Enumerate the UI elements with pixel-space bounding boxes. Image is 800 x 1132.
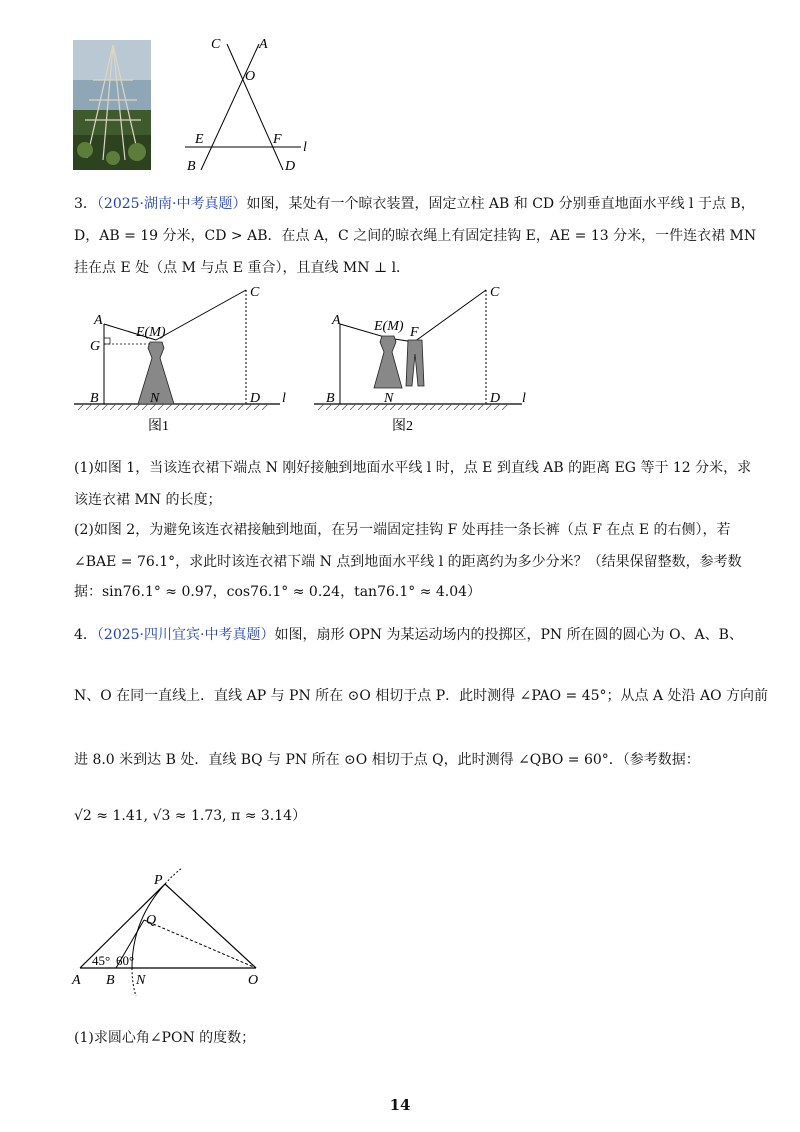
trousers-shape: [406, 340, 424, 386]
label-C: C: [250, 285, 260, 300]
label-F: F: [410, 325, 419, 340]
right-angle-mark: [104, 338, 110, 344]
line-AB: [201, 44, 259, 170]
figure-2: [310, 280, 540, 435]
label-EM: E(M): [374, 319, 404, 334]
q3-line2: D，AB = 19 分米，CD > AB．在点 A，C 之间的晾衣绳上有固定挂钩 E，AE = 13 分米，一件连衣裙 MN: [74, 228, 757, 244]
figure-1-caption: 图1: [148, 419, 169, 434]
q4-line1: [74, 625, 743, 645]
label-l: l: [303, 140, 307, 155]
label-N: N: [136, 973, 146, 988]
q3-sub2-line3: 据：sin76.1° ≈ 0.97，cos76.1° ≈ 0.24，tan76.1° ≈ 4.04）: [74, 584, 482, 600]
q3-line1: [74, 194, 755, 214]
label-E: E: [195, 132, 204, 147]
q4-line2: N、O 在同一直线上．直线 AP 与 PN 所在 ⊙O 相切于点 P．此时测得 ∠PAO = 45°；从点 A 处沿 AO 方向前: [74, 688, 769, 704]
q3-line3: 挂在点 E 处（点 M 与点 E 重合），且直线 MN ⊥ l．: [74, 260, 411, 276]
q4-text-line1: 如图，扇形 OPN 为某运动场内的投掷区，PN 所在圆的圆心为 O、A、B、: [274, 627, 743, 643]
label-P: P: [154, 873, 163, 888]
label-A: A: [72, 973, 81, 988]
label-B: B: [90, 391, 99, 406]
label-F: F: [273, 132, 282, 147]
q4-line4: √2 ≈ 1.41, √3 ≈ 1.73, π ≈ 3.14）: [74, 808, 307, 824]
ground-hatch: [318, 404, 508, 410]
page-number: 14: [389, 1096, 411, 1114]
label-B: B: [326, 391, 335, 406]
label-N: N: [384, 391, 394, 406]
label-G: G: [90, 339, 101, 354]
rope-EC: [156, 290, 246, 340]
q3-source: （2025·湖南·中考真题）: [96, 196, 247, 212]
line-CD: [227, 44, 283, 170]
angle-45: 45°: [92, 953, 111, 968]
label-A: A: [332, 313, 341, 328]
ground-hatch: [78, 404, 268, 410]
label-D: D: [285, 159, 296, 174]
label-D: D: [490, 391, 501, 406]
q3-number: 3．: [74, 196, 97, 212]
label-EM: E(M): [136, 325, 166, 340]
q4-line3: 进 8.0 米到达 B 处．直线 BQ 与 PN 所在 ⊙O 相切于点 Q，此时测得 ∠QBO = 60°．（参考数据：: [74, 752, 700, 768]
figure-1: [70, 280, 300, 435]
label-C: C: [211, 37, 221, 52]
angle-60: 60°: [116, 953, 135, 968]
q3-sub1-line2: 该连衣裙 MN 的长度；: [74, 492, 222, 508]
label-Q: Q: [146, 913, 157, 928]
dress-shape: [374, 336, 402, 388]
label-O: O: [248, 973, 259, 988]
rope-FC: [414, 290, 486, 342]
figure-2-caption: 图2: [392, 419, 413, 434]
trellis-photo: [73, 40, 151, 170]
label-B: B: [106, 973, 115, 988]
arc-extension-top: [165, 868, 182, 884]
label-O: O: [245, 69, 256, 84]
q4-source: （2025·四川宜宾·中考真题）: [96, 627, 275, 643]
label-A: A: [259, 37, 268, 52]
line-PO: [165, 884, 256, 968]
q4-sub1: (1)求圆心角∠PON 的度数；: [74, 1030, 256, 1046]
label-A: A: [94, 313, 103, 328]
label-D: D: [250, 391, 261, 406]
q3-text-line1: 如图，某处有一个晾衣装置，固定立柱 AB 和 CD 分别垂直地面水平线 l 于点 B，: [246, 196, 755, 212]
label-l: l: [522, 391, 526, 406]
q3-sub2-line2: ∠BAE = 76.1°，求此时该连衣裙下端 N 点到地面水平线 l 的距离约为多少分米？（结果保留整数，参考数: [74, 554, 742, 570]
sector-figure: [70, 862, 270, 1002]
line-QO: [144, 920, 256, 968]
q4-number: 4．: [74, 627, 97, 643]
label-B: B: [187, 159, 196, 174]
label-C: C: [490, 285, 500, 300]
q3-sub2-line1: (2)如图 2，为避免该连衣裙接触到地面，在另一端固定挂钩 F 处再挂一条长裤（点 F 在点 E 的右侧），若: [74, 522, 731, 538]
q3-sub1-line1: (1)如图 1，当该连衣裙下端点 N 刚好接触到地面水平线 l 时，点 E 到直线 AB 的距离 EG 等于 12 分米，求: [74, 460, 752, 476]
crossing-lines-figure: [175, 30, 315, 178]
label-N: N: [150, 391, 160, 406]
label-l: l: [282, 391, 286, 406]
